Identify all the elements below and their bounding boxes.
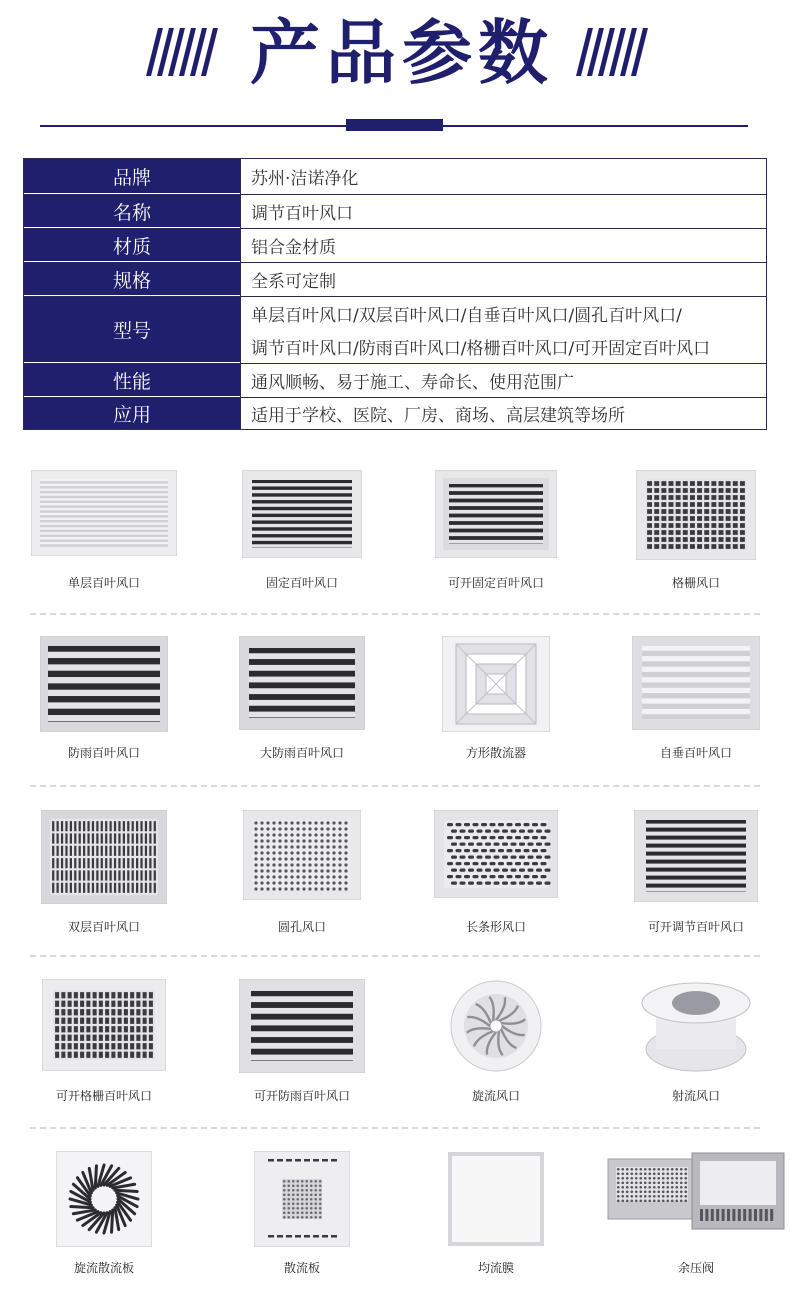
product-name: 旋流散流板 (73, 1261, 134, 1275)
product-card (216, 806, 388, 966)
product-card (216, 1147, 388, 1307)
product-card (18, 466, 190, 626)
params-row-brand (24, 159, 766, 194)
params-value: 全系可定制 (240, 263, 766, 296)
product-card (610, 806, 782, 966)
diffuser-plate-icon (254, 1151, 350, 1247)
single-louver-vent-icon (31, 470, 177, 556)
double-louver-vent-icon (41, 810, 167, 904)
product-name: 射流风口 (671, 1089, 720, 1103)
params-value: 铝合金材质 (240, 229, 766, 262)
product-card (18, 632, 190, 792)
params-value-line1: 单层百叶风口/双层百叶风口/自垂百叶风口/圆孔百叶风口/ (251, 306, 682, 326)
swirl-vent-icon (449, 979, 543, 1073)
product-card (18, 806, 190, 966)
params-row-performance (24, 363, 766, 397)
gravity-louver-vent-icon (632, 636, 760, 730)
product-name: 可开防雨百叶风口 (253, 1089, 350, 1103)
openable-rainproof-louver-vent-icon (239, 979, 365, 1073)
params-row-spec (24, 262, 766, 296)
product-card (610, 632, 782, 792)
product-name: 可开调节百叶风口 (647, 920, 744, 934)
product-name: 长条形风口 (465, 920, 526, 934)
product-card (610, 975, 782, 1135)
params-row-name (24, 194, 766, 228)
params-value: 适用于学校、医院、厂房、商场、高层建筑等场所 (240, 398, 766, 429)
product-card (410, 975, 582, 1135)
params-key: 材质 (24, 229, 240, 262)
header-divider-accent (346, 119, 443, 131)
product-card (410, 1147, 582, 1307)
product-name: 圆孔风口 (277, 920, 326, 934)
product-name: 可开固定百叶风口 (447, 576, 544, 590)
swirl-diffuser-plate-icon (56, 1151, 152, 1247)
params-row-application (24, 397, 766, 429)
product-name: 固定百叶风口 (265, 576, 338, 590)
decor-slashes-right (582, 28, 642, 76)
openable-grille-louver-vent-icon (42, 979, 166, 1071)
product-name: 防雨百叶风口 (67, 746, 140, 760)
jet-nozzle-vent-icon (638, 979, 754, 1079)
params-value: 调节百叶风口 (240, 195, 766, 228)
product-name: 格栅风口 (671, 576, 720, 590)
params-value: 苏州·洁诺净化 (240, 159, 766, 194)
product-name: 散流板 (283, 1261, 320, 1275)
product-card (410, 806, 582, 966)
params-row-model (24, 296, 766, 363)
product-name: 方形散流器 (465, 746, 526, 760)
decor-slashes-left (152, 28, 212, 76)
openable-fixed-louver-vent-icon (435, 470, 557, 558)
product-card (216, 975, 388, 1135)
product-name: 可开格栅百叶风口 (55, 1089, 152, 1103)
product-name: 自垂百叶风口 (659, 746, 732, 760)
slot-vent-icon (434, 810, 558, 898)
product-name: 均流膜 (477, 1261, 514, 1275)
params-key: 规格 (24, 263, 240, 296)
product-name: 旋流风口 (471, 1089, 520, 1103)
rainproof-louver-vent-icon (40, 636, 168, 732)
product-card (410, 466, 582, 626)
params-key: 品牌 (24, 159, 240, 194)
fixed-louver-vent-icon (242, 470, 362, 558)
product-card (216, 466, 388, 626)
product-card (216, 632, 388, 792)
large-rainproof-louver-vent-icon (239, 636, 365, 730)
product-name: 余压阀 (677, 1261, 714, 1275)
params-value-line2: 调节百叶风口/防雨百叶风口/格栅百叶风口/可开固定百叶风口 (251, 339, 711, 359)
product-name: 双层百叶风口 (67, 920, 140, 934)
product-card (410, 632, 582, 792)
product-card (610, 1147, 782, 1307)
round-hole-vent-icon (243, 810, 361, 900)
product-card (18, 975, 190, 1135)
product-name: 大防雨百叶风口 (259, 746, 344, 760)
page-title: 产品参数 (250, 12, 554, 94)
product-card (18, 1147, 190, 1307)
params-key: 型号 (24, 297, 240, 363)
product-card (610, 466, 782, 626)
page-header (0, 0, 790, 140)
grille-vent-icon (636, 470, 756, 560)
uniform-flow-membrane-icon (447, 1151, 545, 1247)
openable-adjustable-louver-vent-icon (634, 810, 758, 902)
params-value: 通风顺畅、易于施工、寿命长、使用范围广 (240, 364, 766, 397)
params-table (23, 158, 767, 430)
params-key: 应用 (24, 398, 240, 429)
params-value (240, 297, 766, 363)
params-key: 名称 (24, 195, 240, 228)
params-key: 性能 (24, 364, 240, 397)
square-diffuser-icon (442, 636, 550, 732)
params-row-material (24, 228, 766, 262)
residual-pressure-valve-icon (606, 1151, 786, 1237)
product-name: 单层百叶风口 (67, 576, 140, 590)
